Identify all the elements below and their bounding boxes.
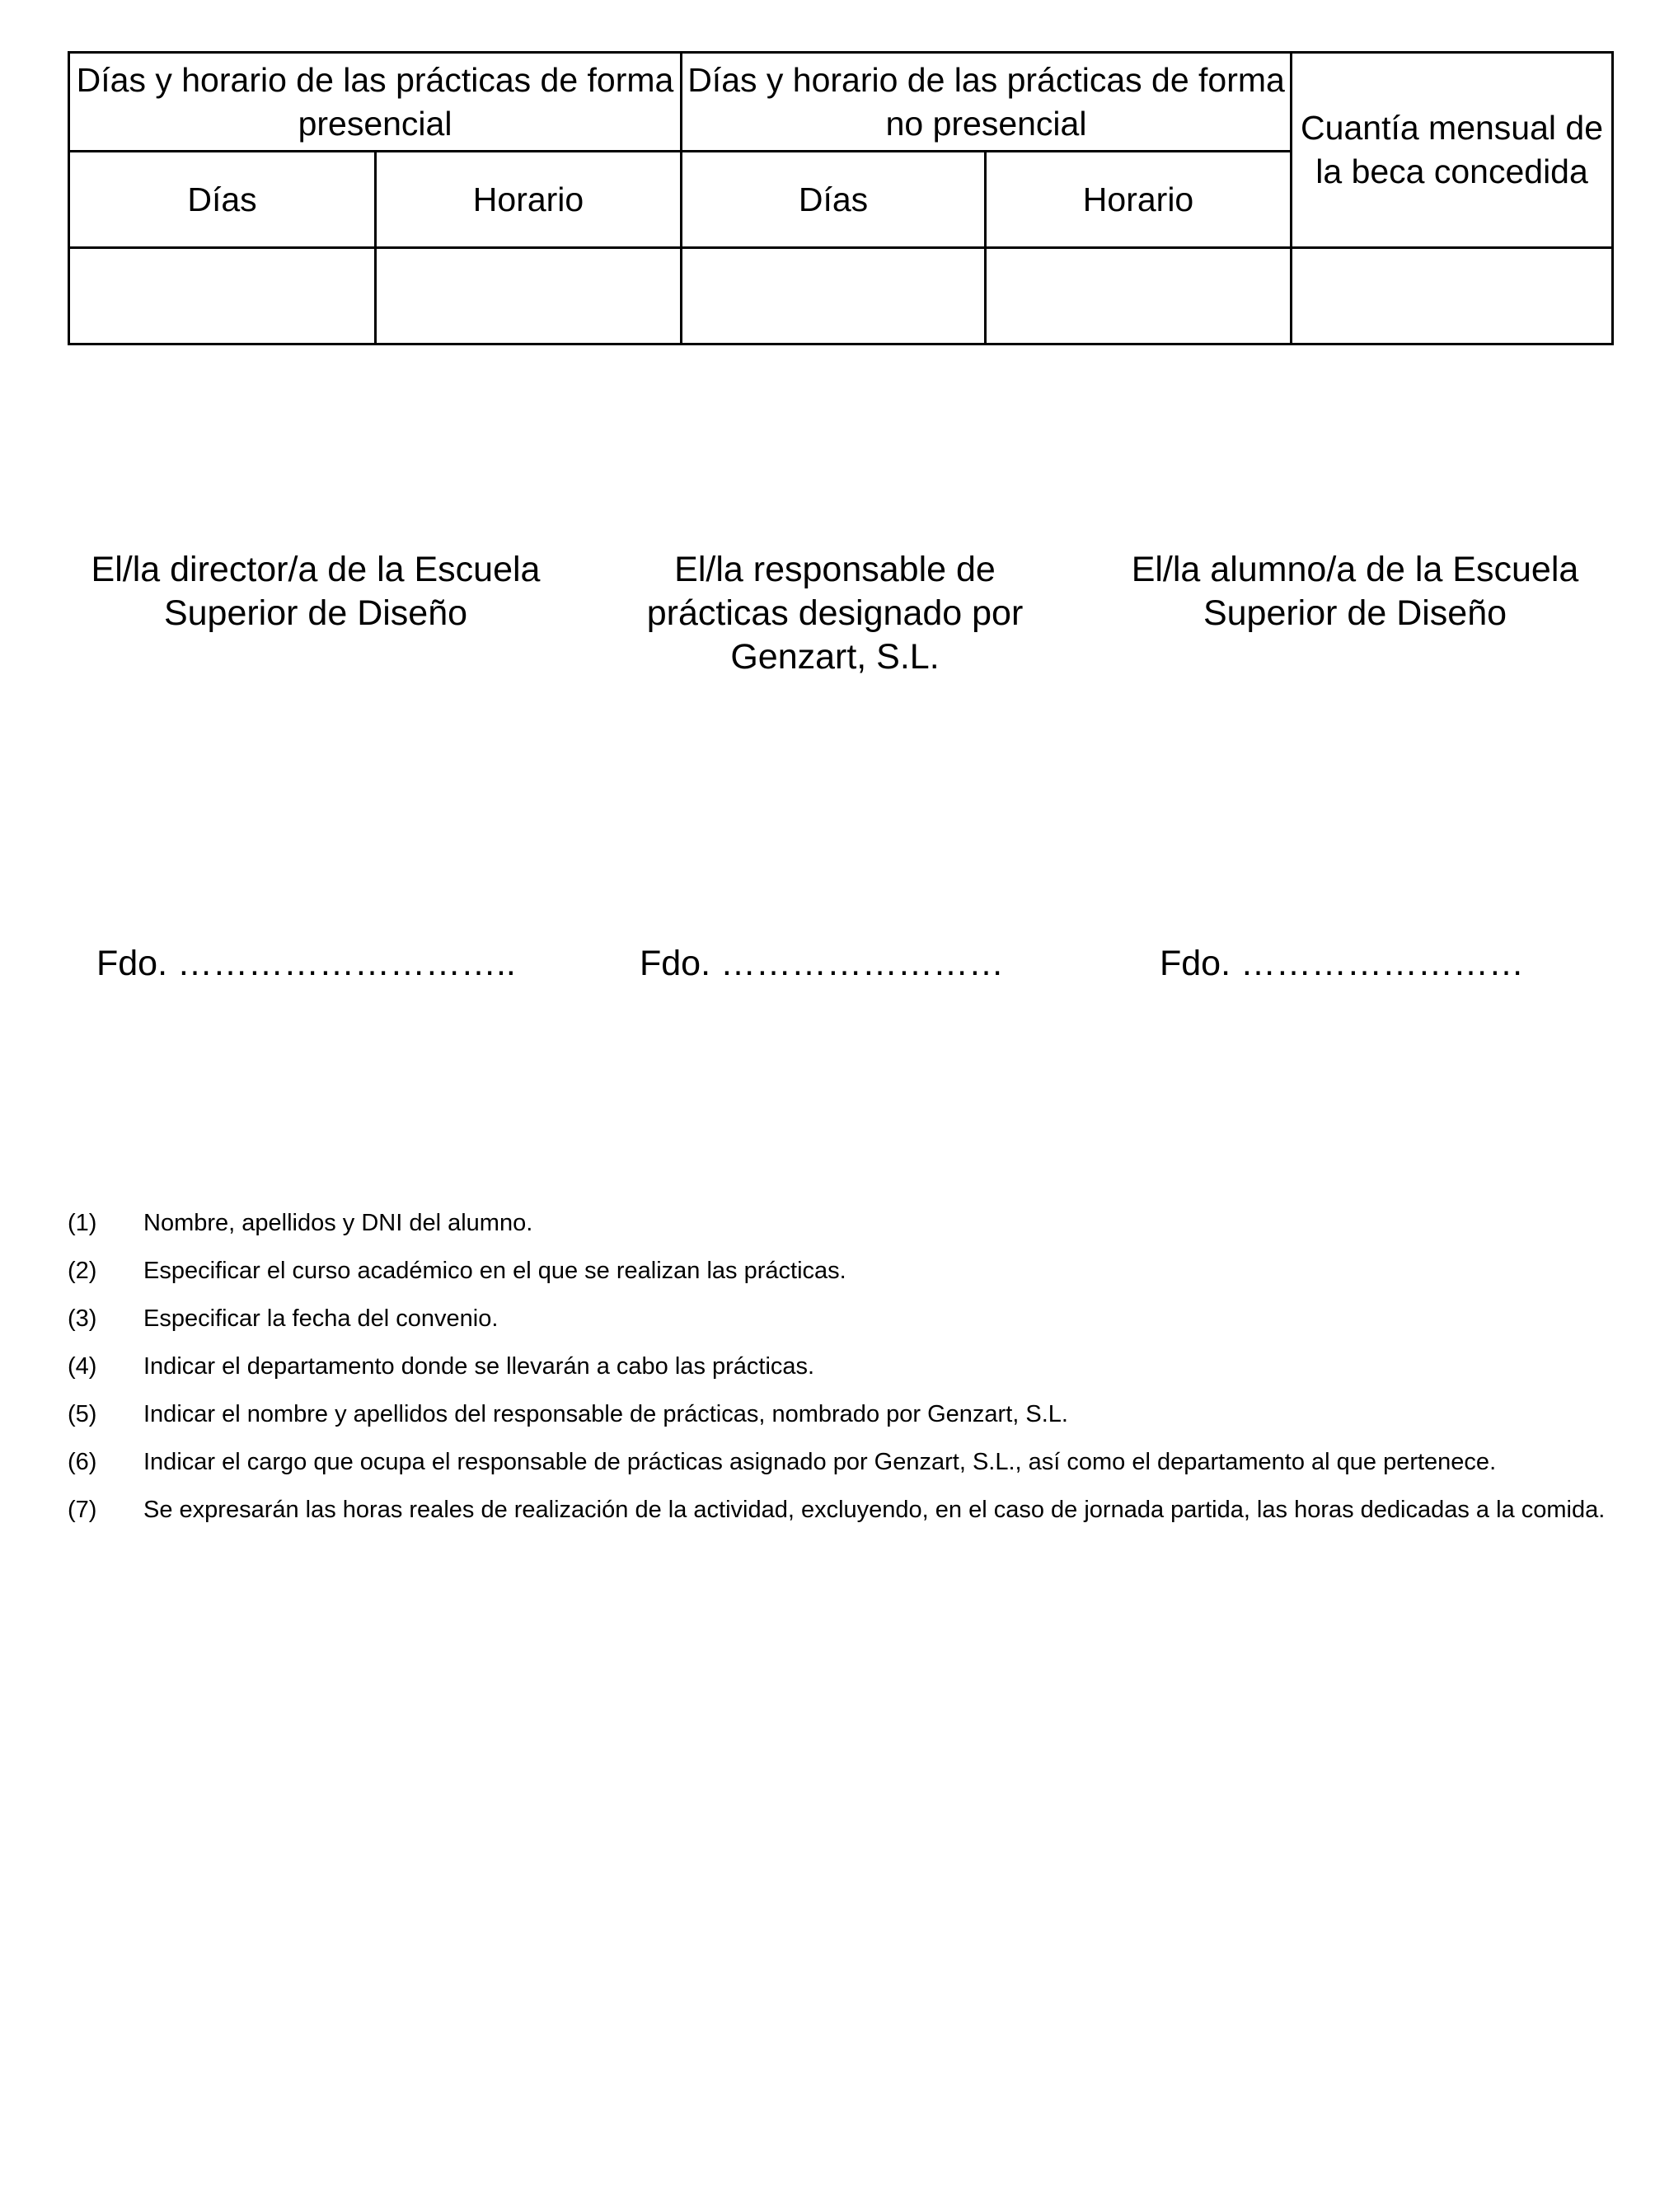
footnotes: [68, 1205, 1609, 1539]
footnote-text: Se expresarán las horas reales de realización de la actividad, excluyendo, en el caso de jornada partida, las horas dedicadas a la comida.: [143, 1497, 1606, 1523]
signature-role-director: El/la director/a de la Escuela Superior de Diseño: [91, 550, 541, 633]
cell-days-presencial: [69, 248, 376, 344]
footnote: [68, 1348, 1609, 1385]
footnote-text: Especificar la fecha del convenio.: [143, 1305, 499, 1332]
footnote: [68, 1253, 1609, 1289]
footnote: [68, 1205, 1609, 1241]
header-amount: Cuantía mensual de la beca concedida: [1292, 53, 1613, 248]
header-hours-presencial: Horario: [376, 152, 682, 248]
footnote-text: Nombre, apellidos y DNI del alumno.: [143, 1210, 533, 1236]
footnote-number: (3): [68, 1305, 97, 1332]
header-days-presencial: Días: [69, 152, 376, 248]
footnote: [68, 1300, 1609, 1337]
cell-hours-presencial: [376, 248, 682, 344]
signature-line-responsible: Fdo. ……………………: [640, 944, 1004, 983]
signature-line-director: Fdo. ………………………..: [96, 944, 516, 983]
footnote-text: Indicar el departamento donde se llevarán a cabo las prácticas.: [143, 1353, 815, 1380]
header-hours-no-presencial: Horario: [986, 152, 1292, 248]
footnote-text: Indicar el cargo que ocupa el responsable de prácticas asignado por Genzart, S.L., así como el departamento al que pertenece.: [143, 1449, 1497, 1475]
header-no-presencial: Días y horario de las prácticas de forma no presencial: [682, 53, 1292, 152]
cell-days-no-presencial: [682, 248, 986, 344]
footnote: [68, 1396, 1609, 1432]
footnote-text: Indicar el nombre y apellidos del responsable de prácticas, nombrado por Genzart, S.L.: [143, 1401, 1068, 1427]
footnote-number: (5): [68, 1401, 97, 1427]
signature-line-student: Fdo. ……………………: [1160, 944, 1524, 983]
footnote-number: (7): [68, 1497, 97, 1523]
cell-amount: [1292, 248, 1613, 344]
footnote-number: (4): [68, 1353, 97, 1380]
footnote: [68, 1492, 1609, 1528]
signature-role-student: El/la alumno/a de la Escuela Superior de Diseño: [1131, 550, 1579, 633]
footnote-number: (1): [68, 1210, 97, 1236]
schedule-table: [68, 51, 1614, 345]
footnote: [68, 1444, 1609, 1480]
header-presencial: Días y horario de las prácticas de forma presencial: [69, 53, 682, 152]
footnote-number: (2): [68, 1258, 97, 1284]
signature-role-responsible: El/la responsable de prácticas designado por Genzart, S.L.: [646, 550, 1024, 677]
footnote-text: Especificar el curso académico en el que se realizan las prácticas.: [143, 1258, 846, 1284]
footnote-number: (6): [68, 1449, 97, 1475]
header-days-no-presencial: Días: [682, 152, 986, 248]
cell-hours-no-presencial: [986, 248, 1292, 344]
